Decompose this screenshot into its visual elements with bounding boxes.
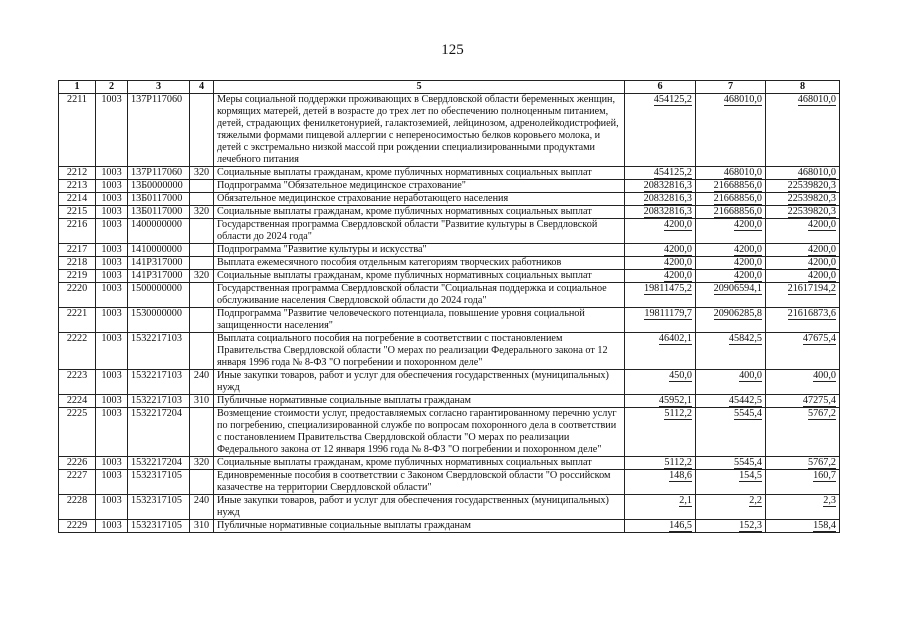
- expense-type-code: 320: [190, 167, 214, 180]
- row-number: 2211: [59, 94, 96, 167]
- header-col-8: 8: [766, 81, 840, 94]
- target-article-code: 1532217103: [128, 333, 190, 370]
- item-name: Единовременные пособия в соответствии с Законом Свердловской области "О российском казачестве на территории Свердловской области": [214, 470, 625, 495]
- header-col-2: 2: [96, 81, 128, 94]
- target-article-code: 1532317105: [128, 520, 190, 533]
- expense-type-code: [190, 470, 214, 495]
- section-code: 1003: [96, 395, 128, 408]
- expense-type-code: 310: [190, 395, 214, 408]
- amount-year-2-value: 4200,0: [733, 270, 762, 281]
- amount-year-2-value: 4200,0: [733, 244, 762, 255]
- amount-year-1: [625, 308, 696, 333]
- amount-year-1-value: 148,6: [669, 470, 692, 481]
- amount-year-3: [766, 283, 840, 308]
- amount-year-3-value: 4200,0: [807, 219, 836, 230]
- item-name: Государственная программа Свердловской области "Социальная поддержка и социальное обслуживание населения Свердловской области до 2024 года": [214, 283, 625, 308]
- expense-type-code: [190, 308, 214, 333]
- amount-year-1-value: 146,5: [669, 520, 692, 531]
- row-number: 2224: [59, 395, 96, 408]
- amount-year-2: [696, 94, 766, 167]
- amount-year-3: [766, 370, 840, 395]
- expense-type-code: [190, 180, 214, 193]
- row-number: 2222: [59, 333, 96, 370]
- section-code: 1003: [96, 495, 128, 520]
- amount-year-3: [766, 495, 840, 520]
- page-number: 125: [441, 42, 464, 58]
- item-name: Подпрограмма "Развитие культуры и искусства": [214, 244, 625, 257]
- amount-year-2-value: 4200,0: [733, 219, 762, 230]
- table-row: [59, 219, 840, 244]
- item-name: Выплата ежемесячного пособия отдельным категориям творческих работников: [214, 257, 625, 270]
- amount-year-1-value: 20832816,3: [643, 193, 692, 204]
- expense-type-code: [190, 244, 214, 257]
- item-name: Иные закупки товаров, работ и услуг для обеспечения государственных (муниципальных) нужд: [214, 370, 625, 395]
- section-code: 1003: [96, 308, 128, 333]
- row-number: 2218: [59, 257, 96, 270]
- amount-year-1-value: 20832816,3: [643, 180, 692, 191]
- section-code: 1003: [96, 94, 128, 167]
- table-row: [59, 370, 840, 395]
- section-code: 1003: [96, 193, 128, 206]
- amount-year-2-value: 468010,0: [723, 94, 762, 105]
- amount-year-3: [766, 333, 840, 370]
- amount-year-1: [625, 167, 696, 180]
- amount-year-3: [766, 270, 840, 283]
- amount-year-1: [625, 219, 696, 244]
- target-article-code: 137P117060: [128, 94, 190, 167]
- amount-year-2: [696, 206, 766, 219]
- amount-year-3: [766, 180, 840, 193]
- section-code: 1003: [96, 457, 128, 470]
- expense-type-code: 320: [190, 270, 214, 283]
- amount-year-3-value: 5767,2: [807, 457, 836, 468]
- expense-type-code: [190, 193, 214, 206]
- section-code: 1003: [96, 270, 128, 283]
- amount-year-2-value: 21668856,0: [713, 206, 762, 217]
- row-number: 2212: [59, 167, 96, 180]
- expense-type-code: 310: [190, 520, 214, 533]
- target-article-code: 1532217204: [128, 408, 190, 457]
- item-name: Иные закупки товаров, работ и услуг для обеспечения государственных (муниципальных) нужд: [214, 495, 625, 520]
- item-name: Выплата социального пособия на погребение в соответствии с постановлением Правительства Свердловской области "О мерах по реализации Федерального закона от 12 января 1996 года № 8-ФЗ "О погребении и похоронном деле": [214, 333, 625, 370]
- amount-year-3: [766, 408, 840, 457]
- amount-year-3: [766, 167, 840, 180]
- table-row: [59, 94, 840, 167]
- table-row: [59, 308, 840, 333]
- row-number: 2220: [59, 283, 96, 308]
- amount-year-3-value: 22539820,3: [787, 206, 836, 217]
- table-row: [59, 520, 840, 533]
- amount-year-1: [625, 457, 696, 470]
- section-code: 1003: [96, 333, 128, 370]
- item-name: Меры социальной поддержки проживающих в Свердловской области беременных женщин, кормящих матерей, детей в возрасте до трех лет по обеспечению полноценным питанием, детей, страдающих фенилкетонурией, галактоземией, лейцинозом, адренолейкодистрофией, тяжелыми формами пищевой аллергии с непереносимостью белков коровьего молока, и детей с экстремально низкой массой при рождении специализированными продуктами лечебного питания: [214, 94, 625, 167]
- table-row: [59, 244, 840, 257]
- table-row: [59, 495, 840, 520]
- target-article-code: 1532217103: [128, 395, 190, 408]
- amount-year-3: [766, 520, 840, 533]
- amount-year-1: [625, 244, 696, 257]
- amount-year-1: [625, 270, 696, 283]
- amount-year-2: [696, 470, 766, 495]
- amount-year-2-value: 154,5: [739, 470, 762, 481]
- amount-year-2-value: 45442,5: [728, 395, 762, 406]
- section-code: 1003: [96, 180, 128, 193]
- amount-year-2: [696, 370, 766, 395]
- item-name: Подпрограмма "Обязательное медицинское страхование": [214, 180, 625, 193]
- row-number: 2214: [59, 193, 96, 206]
- item-name: Социальные выплаты гражданам, кроме публичных нормативных социальных выплат: [214, 270, 625, 283]
- amount-year-2: [696, 244, 766, 257]
- amount-year-3: [766, 244, 840, 257]
- target-article-code: 1410000000: [128, 244, 190, 257]
- amount-year-1-value: 454125,2: [653, 94, 692, 105]
- target-article-code: 1532317105: [128, 470, 190, 495]
- amount-year-3-value: 4200,0: [807, 244, 836, 255]
- amount-year-3-value: 21617194,2: [787, 283, 836, 294]
- amount-year-2: [696, 270, 766, 283]
- table-row: [59, 257, 840, 270]
- amount-year-3-value: 4200,0: [807, 270, 836, 281]
- amount-year-2-value: 4200,0: [733, 257, 762, 268]
- item-name: Социальные выплаты гражданам, кроме публичных нормативных социальных выплат: [214, 167, 625, 180]
- table-row: [59, 457, 840, 470]
- expense-type-code: [190, 333, 214, 370]
- amount-year-3-value: 5767,2: [807, 408, 836, 419]
- amount-year-3: [766, 94, 840, 167]
- table-row: [59, 193, 840, 206]
- header-col-6: 6: [625, 81, 696, 94]
- amount-year-2: [696, 408, 766, 457]
- expense-type-code: 320: [190, 457, 214, 470]
- item-name: Публичные нормативные социальные выплаты гражданам: [214, 395, 625, 408]
- amount-year-3-value: 468010,0: [797, 167, 836, 178]
- expense-type-code: 240: [190, 495, 214, 520]
- amount-year-2: [696, 193, 766, 206]
- row-number: 2229: [59, 520, 96, 533]
- amount-year-2: [696, 167, 766, 180]
- amount-year-1-value: 19811475,2: [643, 283, 692, 294]
- item-name: Публичные нормативные социальные выплаты гражданам: [214, 520, 625, 533]
- table-row: [59, 180, 840, 193]
- amount-year-2: [696, 333, 766, 370]
- amount-year-1-value: 4200,0: [663, 219, 692, 230]
- amount-year-2-value: 21668856,0: [713, 180, 762, 191]
- amount-year-1: [625, 333, 696, 370]
- table-row: [59, 408, 840, 457]
- amount-year-1-value: 20832816,3: [643, 206, 692, 217]
- target-article-code: 13Б0000000: [128, 180, 190, 193]
- row-number: 2213: [59, 180, 96, 193]
- header-col-7: 7: [696, 81, 766, 94]
- amount-year-3: [766, 470, 840, 495]
- budget-table: [58, 80, 840, 533]
- amount-year-2: [696, 180, 766, 193]
- amount-year-2-value: 20906594,1: [713, 283, 762, 294]
- amount-year-2: [696, 520, 766, 533]
- item-name: Социальные выплаты гражданам, кроме публичных нормативных социальных выплат: [214, 206, 625, 219]
- amount-year-3-value: 47675,4: [802, 333, 836, 344]
- amount-year-2-value: 400,0: [739, 370, 762, 381]
- table-row: [59, 270, 840, 283]
- amount-year-1: [625, 520, 696, 533]
- target-article-code: 1532317105: [128, 495, 190, 520]
- amount-year-3-value: 2,3: [823, 495, 836, 506]
- amount-year-2-value: 2,2: [749, 495, 762, 506]
- expense-type-code: [190, 257, 214, 270]
- header-col-3: 3: [128, 81, 190, 94]
- amount-year-3: [766, 308, 840, 333]
- amount-year-1: [625, 495, 696, 520]
- expense-type-code: [190, 94, 214, 167]
- amount-year-1: [625, 257, 696, 270]
- amount-year-3: [766, 257, 840, 270]
- amount-year-3-value: 47275,4: [802, 395, 836, 406]
- row-number: 2225: [59, 408, 96, 457]
- amount-year-3-value: 22539820,3: [787, 193, 836, 204]
- amount-year-2: [696, 257, 766, 270]
- expense-type-code: [190, 219, 214, 244]
- amount-year-1-value: 4200,0: [663, 257, 692, 268]
- table-row: [59, 395, 840, 408]
- amount-year-3: [766, 206, 840, 219]
- item-name: Государственная программа Свердловской области "Развитие культуры в Свердловской области до 2024 года": [214, 219, 625, 244]
- table-row: [59, 333, 840, 370]
- amount-year-1: [625, 283, 696, 308]
- amount-year-1: [625, 180, 696, 193]
- amount-year-2-value: 5545,4: [733, 408, 762, 419]
- table-row: [59, 167, 840, 180]
- table-header: [59, 81, 840, 94]
- expense-type-code: [190, 408, 214, 457]
- section-code: 1003: [96, 470, 128, 495]
- amount-year-3-value: 4200,0: [807, 257, 836, 268]
- amount-year-3: [766, 395, 840, 408]
- header-col-4: 4: [190, 81, 214, 94]
- amount-year-1-value: 2,1: [679, 495, 692, 506]
- amount-year-2: [696, 283, 766, 308]
- amount-year-2-value: 20906285,8: [713, 308, 762, 319]
- target-article-code: 1532217103: [128, 370, 190, 395]
- header-row: [59, 81, 840, 94]
- amount-year-1-value: 4200,0: [663, 270, 692, 281]
- target-article-code: 13Б0117000: [128, 206, 190, 219]
- amount-year-2: [696, 395, 766, 408]
- amount-year-2: [696, 495, 766, 520]
- header-col-1: 1: [59, 81, 96, 94]
- amount-year-1-value: 5112,2: [664, 408, 692, 419]
- amount-year-3-value: 158,4: [813, 520, 836, 531]
- table-body: [59, 94, 840, 533]
- amount-year-3: [766, 457, 840, 470]
- amount-year-1-value: 45952,1: [658, 395, 692, 406]
- section-code: 1003: [96, 370, 128, 395]
- row-number: 2217: [59, 244, 96, 257]
- amount-year-3-value: 468010,0: [797, 94, 836, 105]
- amount-year-3-value: 400,0: [813, 370, 836, 381]
- target-article-code: 13Б0117000: [128, 193, 190, 206]
- target-article-code: 137P117060: [128, 167, 190, 180]
- row-number: 2226: [59, 457, 96, 470]
- amount-year-1: [625, 370, 696, 395]
- row-number: 2221: [59, 308, 96, 333]
- target-article-code: 141P317000: [128, 257, 190, 270]
- target-article-code: 141P317000: [128, 270, 190, 283]
- amount-year-3-value: 21616873,6: [787, 308, 836, 319]
- row-number: 2216: [59, 219, 96, 244]
- amount-year-1: [625, 470, 696, 495]
- section-code: 1003: [96, 408, 128, 457]
- amount-year-2: [696, 219, 766, 244]
- amount-year-2-value: 468010,0: [723, 167, 762, 178]
- amount-year-2-value: 21668856,0: [713, 193, 762, 204]
- amount-year-1-value: 46402,1: [658, 333, 692, 344]
- amount-year-3-value: 22539820,3: [787, 180, 836, 191]
- table-row: [59, 283, 840, 308]
- section-code: 1003: [96, 283, 128, 308]
- amount-year-1-value: 454125,2: [653, 167, 692, 178]
- table-row: [59, 470, 840, 495]
- item-name: Возмещение стоимости услуг, предоставляемых согласно гарантированному перечню услуг по погребению, специализированной службе по вопросам похоронного дела в соответствии с постановлением Правительства Свердловской области "О мерах по реализации Федерального закона от 12 января 1996 года № 8-ФЗ "О погребении и похоронном деле": [214, 408, 625, 457]
- section-code: 1003: [96, 206, 128, 219]
- row-number: 2227: [59, 470, 96, 495]
- amount-year-1-value: 4200,0: [663, 244, 692, 255]
- amount-year-1-value: 5112,2: [664, 457, 692, 468]
- item-name: Обязательное медицинское страхование неработающего населения: [214, 193, 625, 206]
- amount-year-2: [696, 308, 766, 333]
- amount-year-2-value: 152,3: [739, 520, 762, 531]
- target-article-code: 1532217204: [128, 457, 190, 470]
- target-article-code: 1400000000: [128, 219, 190, 244]
- section-code: 1003: [96, 219, 128, 244]
- amount-year-1: [625, 94, 696, 167]
- row-number: 2215: [59, 206, 96, 219]
- amount-year-3-value: 160,7: [813, 470, 836, 481]
- item-name: Социальные выплаты гражданам, кроме публичных нормативных социальных выплат: [214, 457, 625, 470]
- amount-year-1-value: 450,0: [669, 370, 692, 381]
- row-number: 2228: [59, 495, 96, 520]
- header-col-5: 5: [214, 81, 625, 94]
- target-article-code: 1530000000: [128, 308, 190, 333]
- amount-year-2: [696, 457, 766, 470]
- section-code: 1003: [96, 520, 128, 533]
- expense-type-code: 240: [190, 370, 214, 395]
- section-code: 1003: [96, 244, 128, 257]
- amount-year-1: [625, 206, 696, 219]
- amount-year-3: [766, 219, 840, 244]
- expense-type-code: 320: [190, 206, 214, 219]
- amount-year-3: [766, 193, 840, 206]
- target-article-code: 1500000000: [128, 283, 190, 308]
- row-number: 2219: [59, 270, 96, 283]
- table-row: [59, 206, 840, 219]
- amount-year-1: [625, 408, 696, 457]
- amount-year-1: [625, 193, 696, 206]
- amount-year-1: [625, 395, 696, 408]
- amount-year-2-value: 5545,4: [733, 457, 762, 468]
- expense-type-code: [190, 283, 214, 308]
- row-number: 2223: [59, 370, 96, 395]
- item-name: Подпрограмма "Развитие человеческого потенциала, повышение уровня социальной защищенности населения": [214, 308, 625, 333]
- section-code: 1003: [96, 167, 128, 180]
- amount-year-2-value: 45842,5: [728, 333, 762, 344]
- section-code: 1003: [96, 257, 128, 270]
- amount-year-1-value: 19811179,7: [644, 308, 692, 319]
